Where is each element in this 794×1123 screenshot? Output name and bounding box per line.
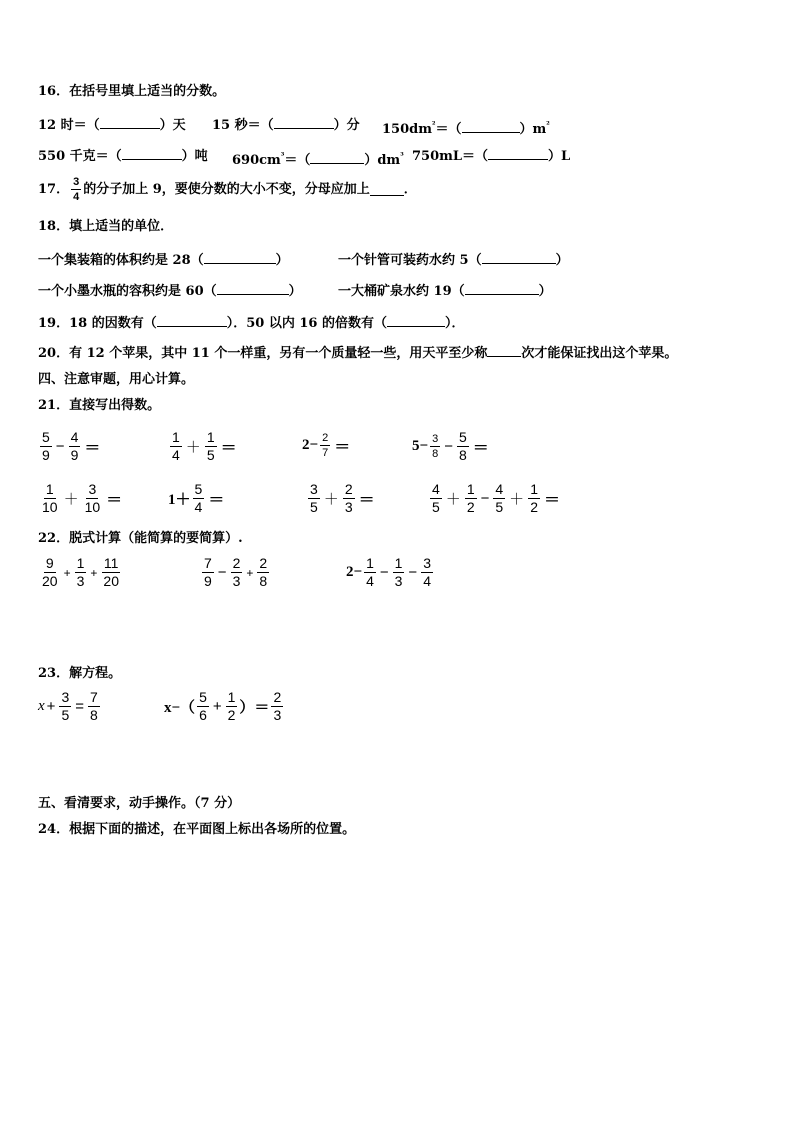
answer-blank[interactable] [488, 147, 548, 160]
q23-equation-2: x−（ $\frac{5}{6}$ + $\frac{1}{2}$ ）＝ $\frac{2}{3}$ [164, 689, 282, 723]
q23-title: 23．解方程。 [38, 666, 122, 681]
q16-item-6: 750mL＝（ ）L [412, 149, 571, 164]
q22-title: 22．脱式计算（能简算的要简算）. [38, 531, 243, 546]
q16-item-4: 550 千克＝（ ）吨 [38, 149, 208, 164]
q18-item-3: 一个小墨水瓶的容积约是 60（ ） [38, 284, 302, 299]
section-4-heading: 四、注意审题，用心计算。 [38, 372, 195, 387]
answer-blank[interactable] [122, 147, 182, 160]
q21-expr-7: $\frac{3}{5}$ ＋ $\frac{2}{3}$ ＝ [310, 481, 375, 515]
answer-blank[interactable] [217, 282, 289, 295]
q21-expr-3: 2− $\frac{2}{7}$ ＝ [302, 432, 351, 459]
q18-title: 18．填上适当的单位． [38, 219, 174, 234]
q21-expr-1: $\frac{5}{9}$ − $\frac{4}{9}$ ＝ [42, 429, 101, 463]
q21-expr-6: 1＋ $\frac{5}{4}$ ＝ [168, 481, 225, 515]
q16-item-1: 12 时＝（ ）天 [38, 118, 186, 133]
q16-item-3: $150dm^{^2}=$（ ）$m^{^2}$ [382, 119, 550, 137]
section-5-heading: 五、看清要求，动手操作。（7 分） [38, 796, 241, 811]
answer-blank[interactable] [274, 116, 334, 129]
q18-item-1: 一个集装箱的体积约是 28（ ） [38, 253, 289, 268]
q24-title: 24．根据下面的描述，在平面图上标出各场所的位置。 [38, 822, 356, 837]
q21-expr-4: 5− $\frac{3}{8}$ − $\frac{5}{8}$ ＝ [412, 429, 489, 463]
q22-expr-2: $\frac{7}{9}$ − $\frac{2}{3}$ + $\frac{2}{8}$ [204, 555, 268, 589]
q21-expr-2: $\frac{1}{4}$ ＋ $\frac{1}{5}$ ＝ [172, 429, 237, 463]
q21-title: 21．直接写出得数。 [38, 398, 161, 413]
answer-blank[interactable] [157, 314, 227, 327]
q18-item-4: 一大桶矿泉水约 19（ ） [338, 284, 552, 299]
answer-blank[interactable] [462, 120, 520, 133]
answer-blank[interactable] [465, 282, 539, 295]
q18-item-2: 一个针管可装药水约 5（ ） [338, 253, 569, 268]
answer-blank[interactable] [387, 314, 445, 327]
q22-expr-1: $\frac{9}{20}$ + $\frac{1}{3}$ + $\frac{11}{20}$ [42, 555, 119, 589]
q20: 20．有 12 个苹果，其中 11 个一样重，另有一个质量轻一些，用天平至少称 次才能保证找出这个苹果。 [38, 346, 678, 361]
answer-blank[interactable] [100, 116, 160, 129]
q22-expr-3: 2− $\frac{1}{4}$ − $\frac{1}{3}$ − $\frac{3}{4}$ [346, 555, 431, 589]
q17: 17． $\frac{3}{4}$ 的分子加上 9，要使分数的大小不变，分母应加上 ． [38, 176, 417, 203]
q23-equation-1: x + $\frac{3}{5}$ = $\frac{7}{8}$ [38, 689, 98, 723]
q16-item-2: 15 秒＝（ ）分 [212, 118, 360, 133]
answer-blank[interactable] [370, 183, 404, 196]
q16-item-5: $690cm^{^3}=$（ ）$dm^{^3}$ [232, 150, 404, 168]
answer-blank[interactable] [204, 251, 276, 264]
q16-title: 16．在括号里填上适当的分数。 [38, 84, 226, 99]
answer-blank[interactable] [482, 251, 556, 264]
q17-fraction: $\frac{3}{4}$ [73, 176, 80, 203]
answer-blank[interactable] [310, 151, 364, 164]
q19: 19．18 的因数有（ ）．50 以内 16 的倍数有（ ）． [38, 316, 465, 331]
answer-blank[interactable] [487, 344, 521, 357]
q21-expr-8: $\frac{4}{5}$ ＋ $\frac{1}{2}$ − $\frac{4}{5}$ ＋ $\frac{1}{2}$ ＝ [432, 481, 560, 515]
q21-expr-5: $\frac{1}{10}$ ＋ $\frac{3}{10}$ ＝ [42, 481, 123, 515]
